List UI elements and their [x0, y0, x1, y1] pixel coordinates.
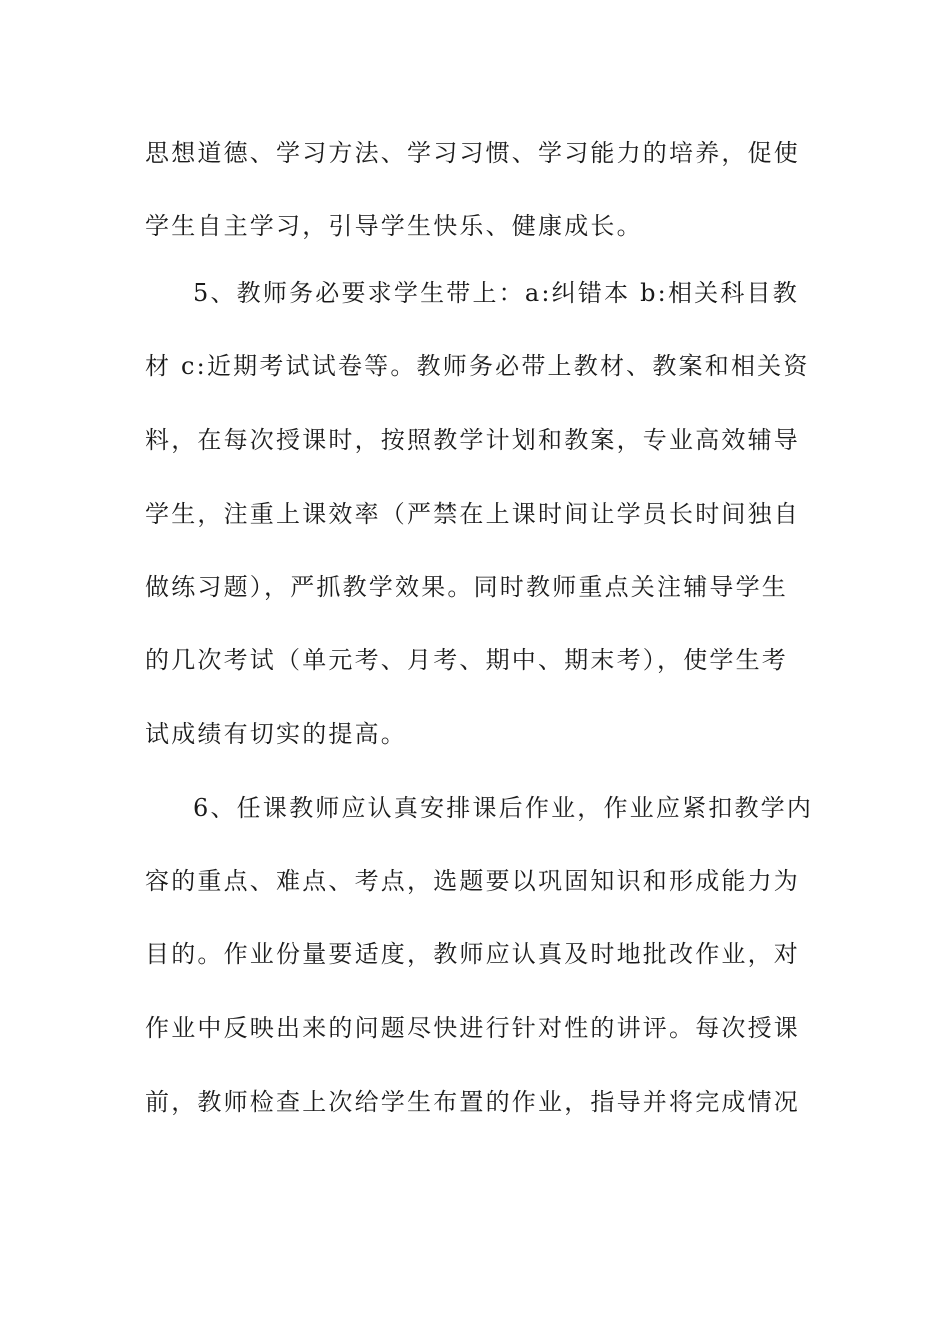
text-line: 容的重点、难点、考点，选题要以巩固知识和形成能力为: [145, 867, 800, 895]
text-line: 的几次考试（单元考、月考、期中、期末考），使学生考: [145, 646, 788, 674]
text-line: 思想道德、学习方法、学习习惯、学习能力的培养，促使: [145, 139, 800, 167]
text-line: 目的。作业份量要适度，教师应认真及时地批改作业，对: [145, 940, 800, 968]
paragraph-5-start: 5、教师务必要求学生带上：a:纠错本 b:相关科目教: [193, 279, 799, 307]
text-line: 学生，注重上课效率（严禁在上课时间让学员长时间独自: [145, 500, 800, 528]
paragraph-6-start: 6、任课教师应认真安排课后作业，作业应紧扣教学内: [193, 794, 814, 822]
text-line: 学生自主学习，引导学生快乐、健康成长。: [145, 212, 643, 240]
text-line: 做练习题），严抓教学效果。同时教师重点关注辅导学生: [145, 573, 788, 601]
text-line: 试成绩有切实的提高。: [145, 720, 407, 748]
text-line: 前，教师检查上次给学生布置的作业，指导并将完成情况: [145, 1088, 800, 1116]
text-line: 材 c:近期考试试卷等。教师务必带上教材、教案和相关资: [145, 352, 810, 380]
text-line: 料，在每次授课时，按照教学计划和教案，专业高效辅导: [145, 426, 800, 454]
text-line: 作业中反映出来的问题尽快进行针对性的讲评。每次授课: [145, 1014, 800, 1042]
